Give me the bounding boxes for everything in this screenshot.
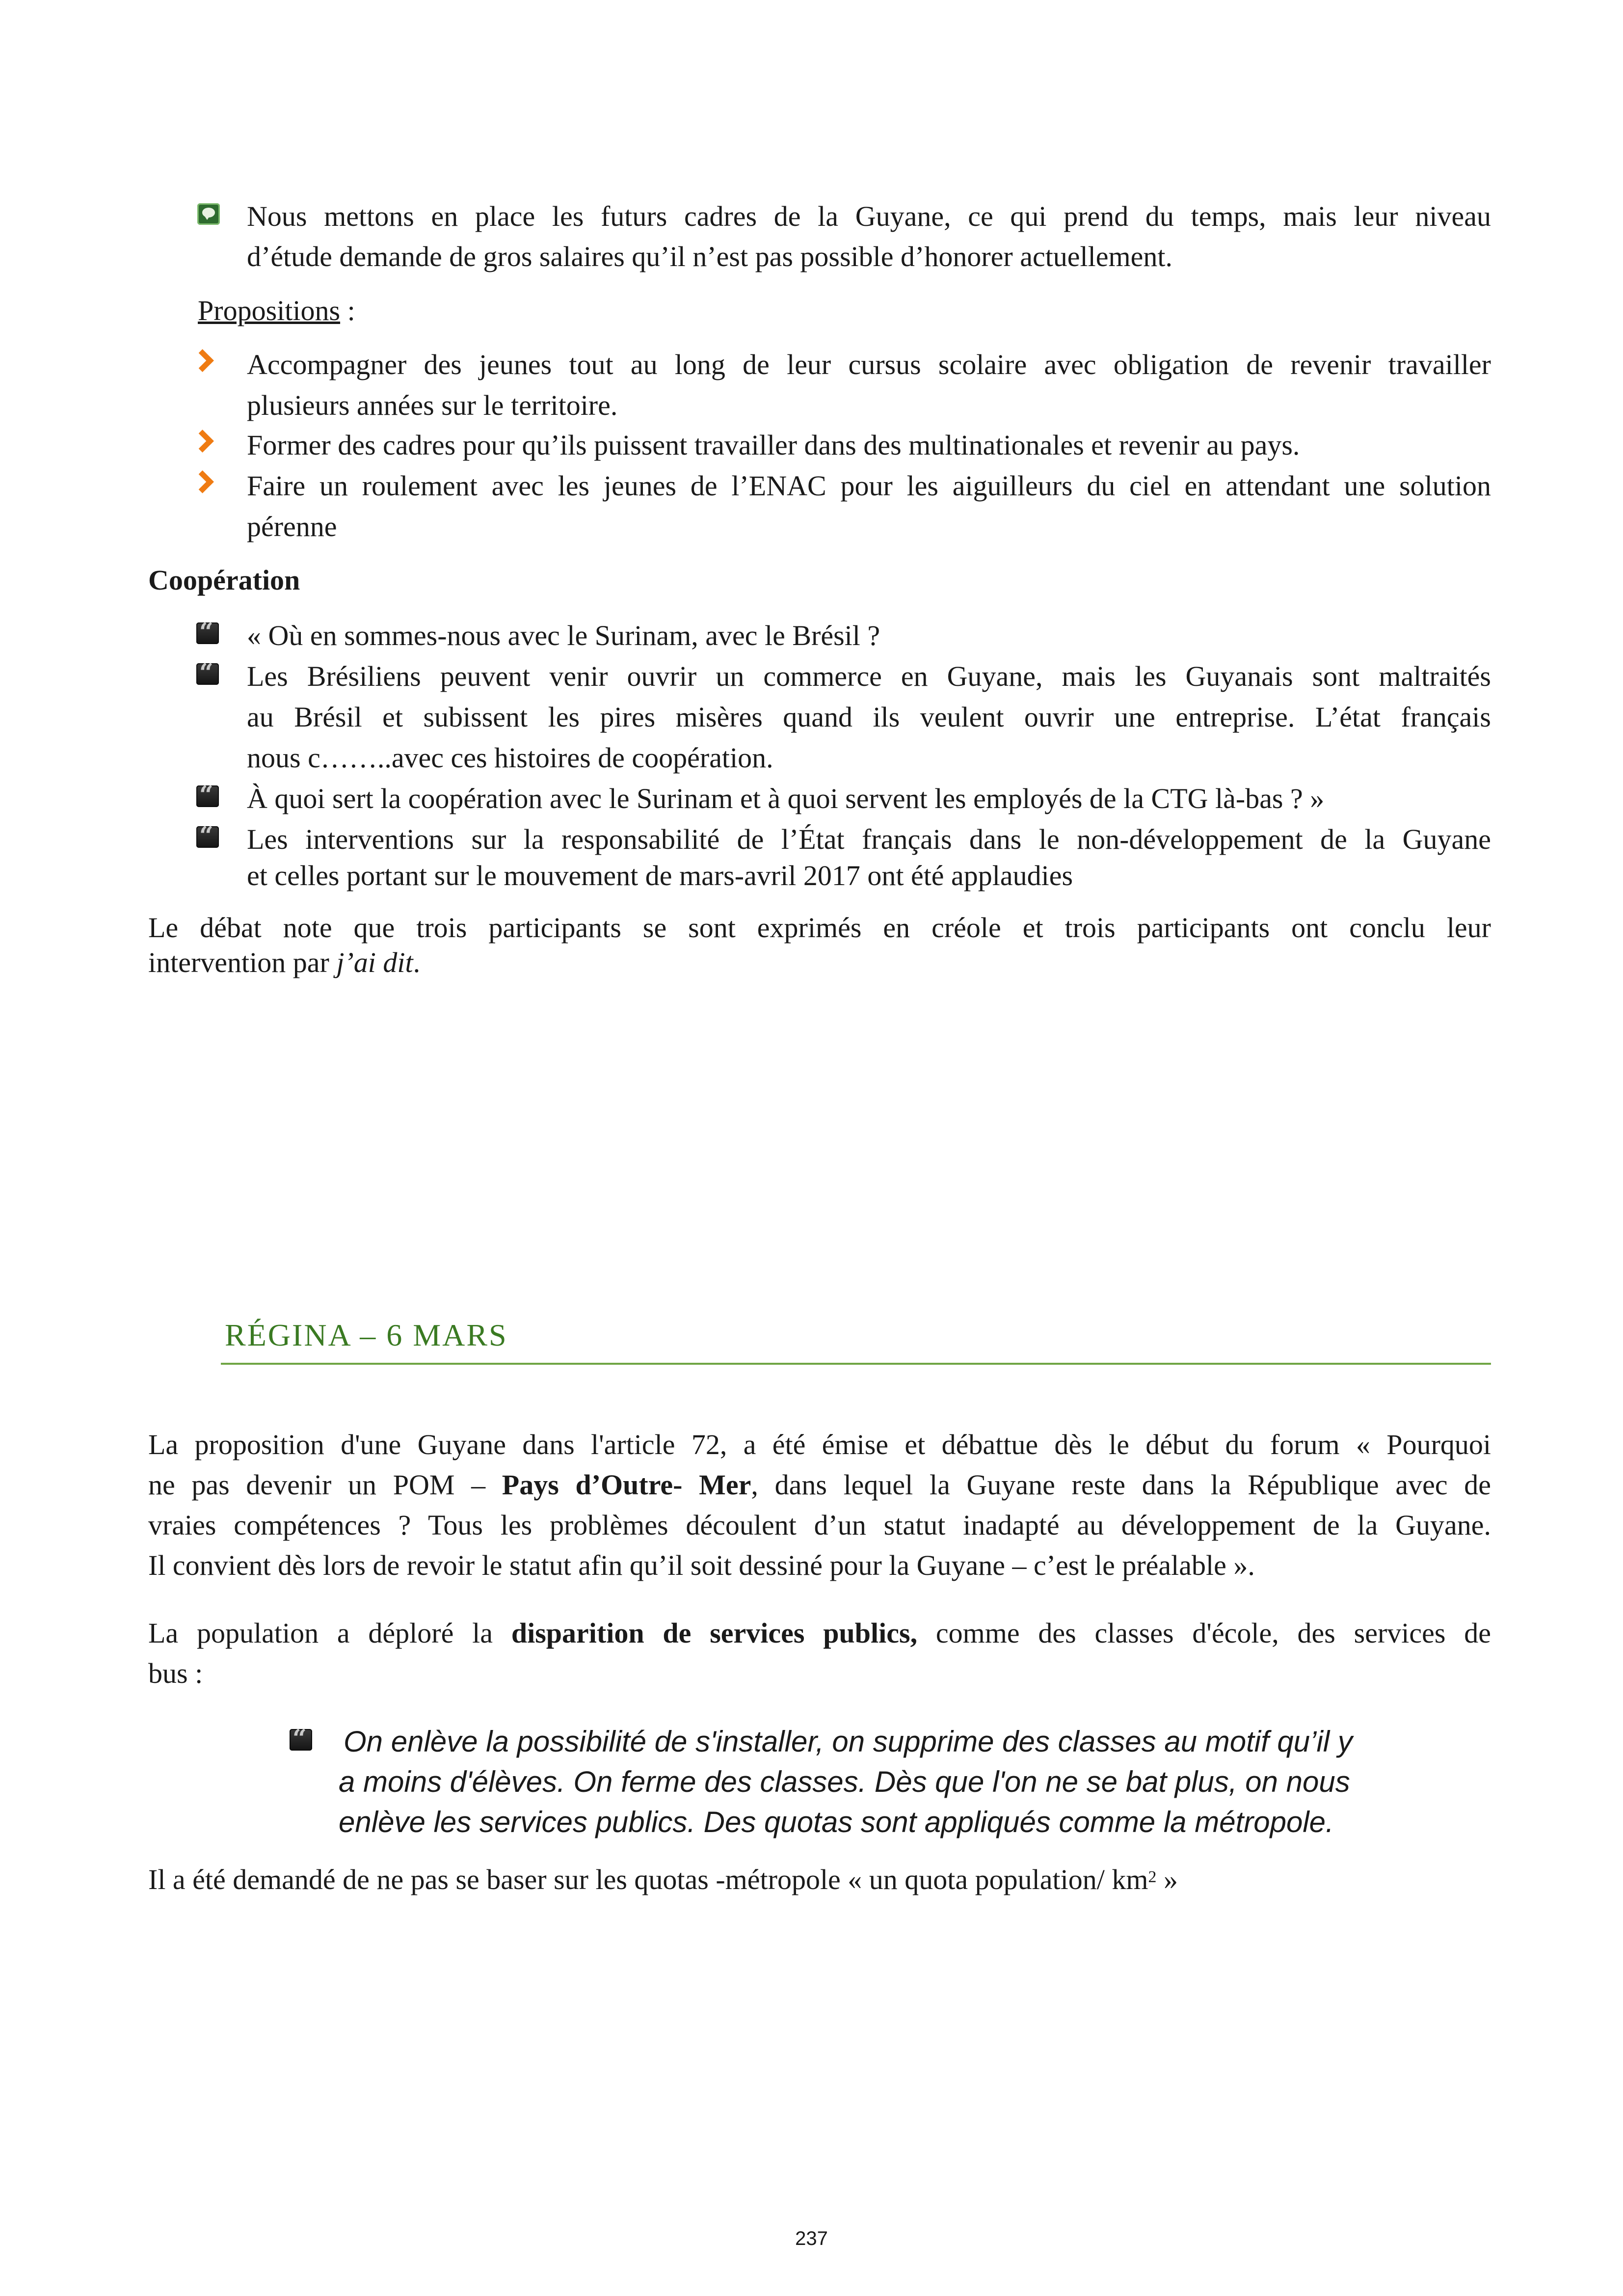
superscript: 2 [1148, 1868, 1157, 1886]
quote-icon: “ [290, 1729, 312, 1751]
closing-line [148, 1865, 1178, 1894]
para-text: ne pas devenir un POM – [148, 1469, 502, 1501]
quote-text: au Brésil et subissent les pires misères quand ils veulent ouvrir une entreprise. L’état français [247, 701, 1491, 733]
para-text: La population a déploré la [148, 1617, 511, 1649]
quote-icon: “ [196, 622, 219, 644]
citation-text: enlève les services publics. Des quotas sont appliqués comme la métropole. [339, 1806, 1334, 1838]
quote-text: « Où en sommes-nous avec le Surinam, avec le Brésil ? [247, 620, 880, 651]
chevron-right-icon [191, 349, 214, 372]
debate-note [148, 948, 420, 977]
debate-text: . [413, 946, 421, 978]
debate-italic: j’ai dit [336, 946, 413, 978]
para-bold: Pays d’Outre- Mer [502, 1469, 751, 1501]
bullet-text: d’étude demande de gros salaires qu’il n’est pas possible d’honorer actuellement. [247, 241, 1172, 272]
paragraph-line: vraies compétences ? Tous les problèmes découlent d’un statut inadapté au développement de la Guyane. [148, 1509, 1491, 1541]
bullet-text: Nous mettons en place les futurs cadres de la Guyane, ce qui prend du temps, mais leur niveau [247, 200, 1491, 232]
quote-icon: “ [196, 785, 219, 807]
propositions-colon: : [340, 295, 355, 326]
proposition-item: pérenne [247, 511, 337, 542]
citation-text: a moins d'élèves. On ferme des classes. Dès que l'on ne se bat plus, on nous [339, 1765, 1350, 1798]
section-title: RÉGINA – 6 MARS [225, 1318, 508, 1352]
proposition-item: Former des cadres pour qu’ils puissent travailler dans des multinationales et revenir au pays. [247, 429, 1300, 461]
paragraph-line [148, 1619, 1491, 1648]
proposition-item: plusieurs années sur le territoire. [247, 389, 618, 421]
paragraph-line: Il convient dès lors de revoir le statut afin qu’il soit dessiné pour la Guyane – c’est le préalable ». [148, 1549, 1255, 1581]
closing-text: Il a été demandé de ne pas se baser sur les quotas -métropole « un quota population/ km [148, 1864, 1148, 1895]
paragraph-line [148, 1471, 1491, 1499]
debate-text: intervention par [148, 946, 337, 978]
debate-note: Le débat note que trois participants se sont exprimés en créole et trois participants ont conclu leur [148, 912, 1491, 944]
cooperation-heading: Coopération [148, 564, 300, 596]
quote-text: Les interventions sur la responsabilité de l’État français dans le non-développement de la Guyane [247, 823, 1491, 855]
closing-end: » [1156, 1864, 1178, 1895]
speech-bubble-icon [197, 203, 220, 225]
propositions-label: Propositions [198, 295, 341, 326]
quote-text: À quoi sert la coopération avec le Surinam et à quoi servent les employés de la CTG là-bas ? » [247, 783, 1325, 814]
paragraph-line: La proposition d'une Guyane dans l'article 72, a été émise et débattue dès le début du forum « Pourquoi [148, 1429, 1491, 1460]
proposition-item: Faire un roulement avec les jeunes de l’ENAC pour les aiguilleurs du ciel en attendant une solution [247, 470, 1491, 502]
section-divider [221, 1363, 1491, 1365]
propositions-heading [198, 297, 355, 325]
quote-text: nous c……..avec ces histoires de coopération. [247, 742, 773, 774]
page-number: 237 [795, 2228, 828, 2249]
quote-text: et celles portant sur le mouvement de mars-avril 2017 ont été applaudies [247, 860, 1073, 891]
quote-icon: “ [196, 663, 219, 685]
chevron-right-icon [191, 430, 214, 453]
para-bold: disparition de services publics, [511, 1617, 918, 1649]
para-text: , dans lequel la Guyane reste dans la République avec de [751, 1469, 1491, 1501]
chevron-right-icon [191, 470, 214, 493]
quote-text: Les Brésiliens peuvent venir ouvrir un commerce en Guyane, mais les Guyanais sont maltraités [247, 660, 1491, 692]
para-text: comme des classes d'école, des services de [917, 1617, 1491, 1649]
paragraph-line: bus : [148, 1657, 203, 1689]
quote-icon: “ [196, 826, 219, 848]
proposition-item: Accompagner des jeunes tout au long de leur cursus scolaire avec obligation de revenir travailler [247, 349, 1491, 380]
citation-text: On enlève la possibilité de s'installer, on supprime des classes au motif qu’il y [344, 1725, 1353, 1758]
